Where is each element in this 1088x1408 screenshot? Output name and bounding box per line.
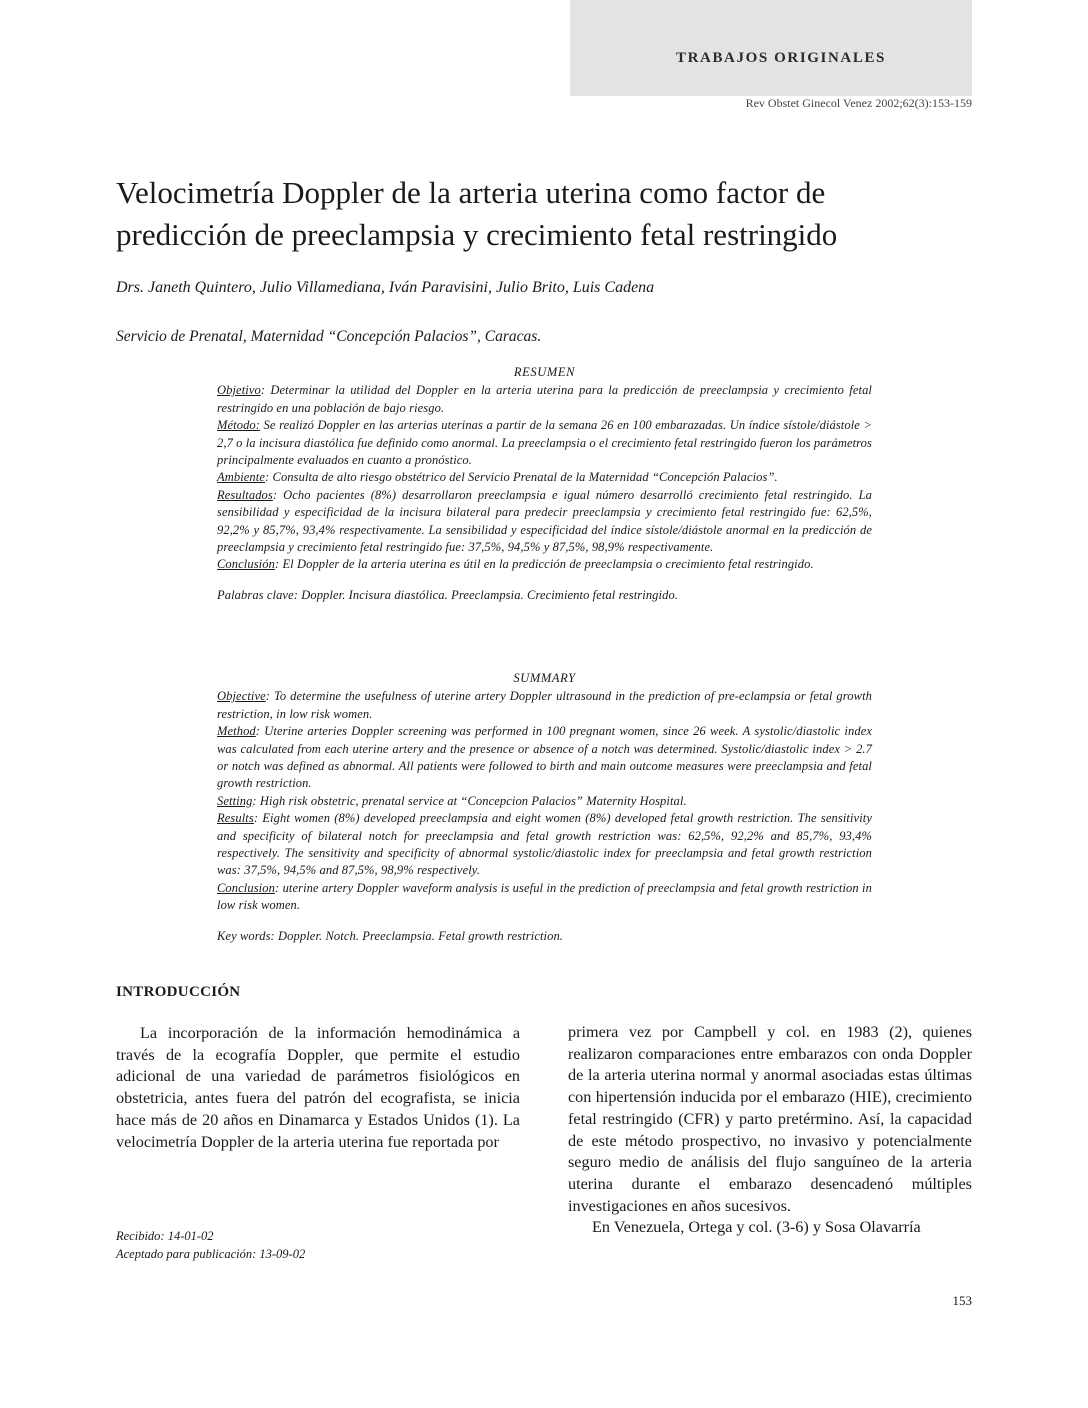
section-label: TRABAJOS ORIGINALES bbox=[675, 50, 886, 66]
summary-objective bbox=[217, 688, 872, 723]
metodo-text: Se realizó Doppler en las arterias uterinas a partir de la semana 26 en 100 embarazadas. Un índice sístole/diástole > 2,7 o la incisura diastólica fue definido como anormal. La preeclampsia o el crecimiento fetal restringido fueron los parámetros principalmente evaluados en cuanto a pronóstico. bbox=[217, 418, 872, 468]
intro-paragraph-1: La incorporación de la información hemodinámica a través de la ecografía Doppler, que permite el estudio adicional de una variedad de parámetros fisiológicos en obstetricia, antes fuera del patrón del ecografista, se inicia hace más de 20 años en Dinamarca y Estados Unidos (1). La velocimetría Doppler de la arteria uterina fue reportada por bbox=[116, 1024, 520, 1151]
received-accepted-dates bbox=[116, 1227, 305, 1263]
article-title bbox=[116, 172, 976, 256]
received-date: Recibido: 14-01-02 bbox=[116, 1229, 214, 1243]
summary-heading: SUMMARY bbox=[513, 671, 576, 685]
summary-method bbox=[217, 723, 872, 793]
resumen-conclusion bbox=[217, 556, 872, 573]
summary-results bbox=[217, 810, 872, 880]
summary-conclusion bbox=[217, 880, 872, 915]
title-line-2: predicción de preeclampsia y crecimiento fetal restringido bbox=[116, 217, 838, 252]
palabras-clave: Palabras clave: Doppler. Incisura diastólica. Preeclampsia. Crecimiento fetal restringido. bbox=[217, 587, 679, 602]
objective-text: : To determine the usefulness of uterine artery Doppler ultrasound in the prediction of pre-eclampsia or fetal growth restriction, in low risk women. bbox=[217, 689, 872, 721]
conclusion-text: : El Doppler de la arteria uterina es útil en la predicción de preeclampsia o crecimiento fetal restringido. bbox=[274, 557, 814, 572]
objetivo-label: Objetivo bbox=[217, 383, 261, 398]
intro-paragraph-2: En Venezuela, Ortega y col. (3-6) y Sosa Olavarría bbox=[592, 1218, 921, 1237]
summary-setting bbox=[217, 793, 872, 810]
accepted-date: Aceptado para publicación: 13-09-02 bbox=[116, 1247, 306, 1261]
introduccion-heading: INTRODUCCIÓN bbox=[116, 984, 241, 1000]
metodo-label: Método: bbox=[217, 418, 261, 433]
method-text: : Uterine arteries Doppler screening was performed in 100 pregnant women, since 26 week. A systolic/diastolic index was calculated from each uterine artery and the presence or absence of a notch was determined. Systolic/diastolic index > 2.7 or notch was defined as abnormal. All patients were followed to birth and main outcome measures were preeclampsia and fetal growth restriction. bbox=[217, 724, 872, 791]
resumen-heading: RESUMEN bbox=[513, 365, 576, 379]
ambiente-label: Ambiente bbox=[217, 470, 266, 485]
resumen-metodo bbox=[217, 417, 872, 469]
setting-label: Setting bbox=[217, 793, 253, 808]
objective-label: Objective bbox=[217, 689, 266, 704]
resumen-objetivo bbox=[217, 382, 872, 417]
results-text: : Eight women (8%) developed preeclampsia and eight women (8%) developed fetal growth restriction. The sensitivity and specificity of bilateral notch for preeclampsia and fetal growth restriction was: 62,5%, 92,2% and 85,7%, 93,4% respectively. The sensitivity and specificity of abnormal systolic/diastolic index for preeclampsia and fetal growth restriction was: 37,5%, 94,5% and 87,5%, 98,9% respectively. bbox=[217, 811, 872, 878]
conclusion-en-text: : uterine artery Doppler waveform analysis is useful in the prediction of preeclampsia and fetal growth restriction in low risk women. bbox=[217, 880, 872, 913]
results-label: Results bbox=[217, 811, 254, 826]
body-column-left bbox=[116, 1023, 520, 1153]
summary-abstract bbox=[217, 670, 872, 945]
resultados-text: : Ocho pacientes (8%) desarrollaron preeclampsia e igual número desarrolló crecimiento fetal restringido. La sensibilidad y especificidad de la incisura bilateral para predecir preeclampsia y crecimiento fetal restringido fue: 62,5%, 92,2% y 85,7%, 93,4% respectivamente. La sensibilidad y especificidad del índice sístole/diástole anormal en la predicción de preeclampsia y crecimiento fetal restringido fue: 37,5%, 94,5% y 87,5%, 98,9% respectivamente. bbox=[217, 487, 872, 555]
section-header-band bbox=[570, 0, 972, 96]
affiliation: Servicio de Prenatal, Maternidad “Concepción Palacios”, Caracas. bbox=[116, 328, 542, 345]
ambiente-text: : Consulta de alto riesgo obstétrico del Servicio Prenatal de la Maternidad “Concepción Palacios”. bbox=[265, 470, 778, 485]
author-list: Drs. Janeth Quintero, Julio Villamediana, Iván Paravisini, Julio Brito, Luis Cadena bbox=[116, 279, 655, 296]
intro-paragraph-1-continued: primera vez por Campbell y col. en 1983 (2), quienes realizaron comparaciones entre embarazos con onda Doppler de la arteria uterina normal y anormal asociadas estas últimas con hipertensión inducida por el embarazo (HIE), crecimiento fetal restringido (CFR) y parto pretérmino. Así, la capacidad de este método prospectivo, no invasivo y potencialmente seguro medio de análisis del flujo sanguíneo de la arteria uterina durante el embarazo desencadenó múltiples investigaciones en años sucesivos. bbox=[568, 1023, 972, 1215]
resumen-ambiente bbox=[217, 469, 872, 486]
resultados-label: Resultados bbox=[217, 487, 273, 502]
journal-citation: Rev Obstet Ginecol Venez 2002;62(3):153-159 bbox=[745, 96, 972, 110]
key-words: Key words: Doppler. Notch. Preeclampsia. Fetal growth restriction. bbox=[217, 928, 564, 943]
resumen-resultados bbox=[217, 487, 872, 557]
conclusion-en-label: Conclusion bbox=[217, 880, 275, 895]
page-number: 153 bbox=[952, 1293, 972, 1308]
resumen-abstract bbox=[217, 364, 872, 604]
setting-text: : High risk obstetric, prenatal service at “Concepcion Palacios” Maternity Hospital. bbox=[252, 793, 687, 808]
body-column-right bbox=[568, 1022, 972, 1239]
conclusion-label: Conclusión bbox=[217, 557, 275, 572]
objetivo-text: : Determinar la utilidad del Doppler en la arteria uterina para la predicción de preeclampsia y crecimiento fetal restringido en una población de bajo riesgo. bbox=[217, 383, 872, 415]
method-label: Method bbox=[217, 724, 256, 739]
title-line-1: Velocimetría Doppler de la arteria uterina como factor de bbox=[116, 175, 826, 210]
